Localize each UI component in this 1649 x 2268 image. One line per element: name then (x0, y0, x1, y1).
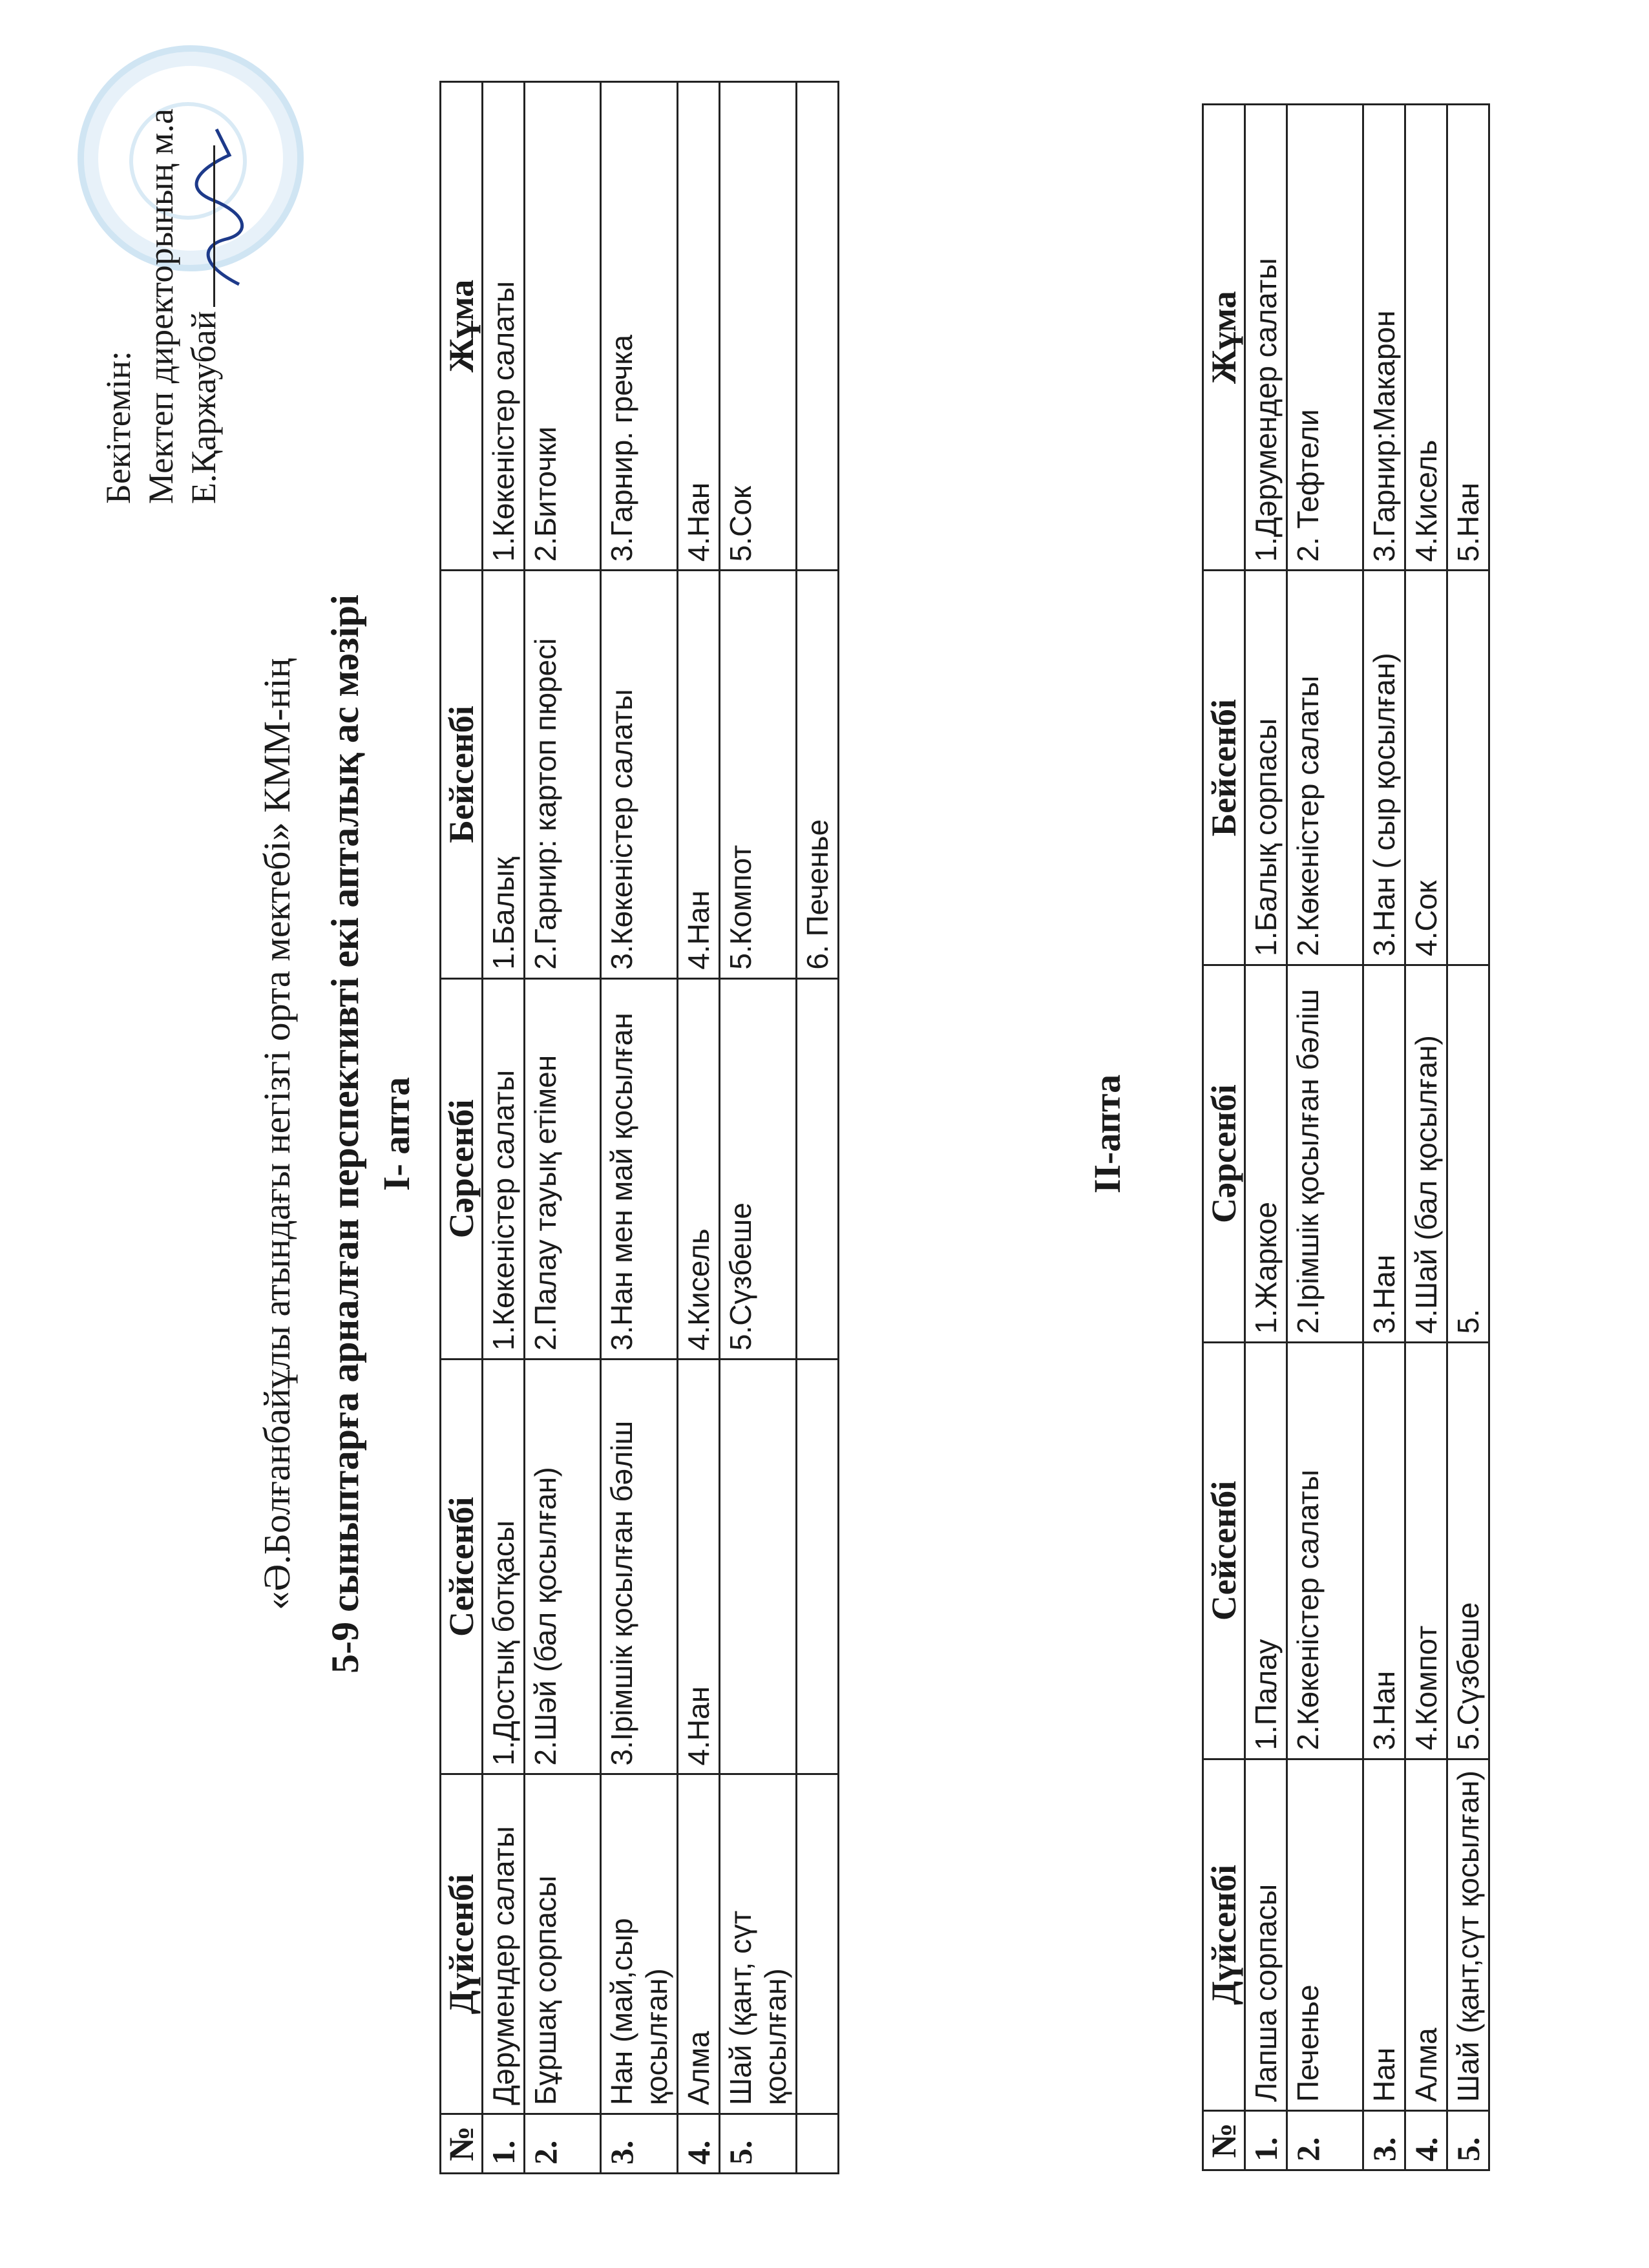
menu-cell: 4.Кисель (1405, 105, 1447, 571)
week2-menu-table (1202, 103, 1490, 2171)
column-header: Дүйсенбі (1203, 1759, 1245, 2110)
menu-cell: 5.Сүзбеше (720, 978, 797, 1359)
table-row (483, 82, 525, 2174)
menu-cell: 2.Шәй (бал қосылған) (525, 1360, 601, 1774)
row-number-cell: 2. (1287, 2111, 1363, 2170)
row-number-cell: 4. (1405, 2111, 1447, 2170)
row-number-cell: 3. (601, 2114, 678, 2174)
menu-cell: 4.Нан (678, 571, 720, 978)
column-header: Бейсенбі (1203, 571, 1245, 965)
menu-cell: 5.Компот (720, 571, 797, 978)
row-number-cell: 2. (525, 2114, 601, 2174)
column-header: Жұма (441, 82, 483, 571)
menu-cell: Шай (қант, сүт қосылған) (720, 1774, 797, 2114)
menu-cell: 4.Шай (бал қосылған) (1405, 965, 1447, 1342)
menu-cell: 2.Көкеністер салаты (1287, 571, 1363, 965)
menu-cell: 2.Ірімшік қосылған бәліш (1287, 965, 1363, 1342)
menu-cell: 3.Нан (1363, 1343, 1405, 1759)
column-header: Сейсенбі (441, 1360, 483, 1774)
menu-cell (797, 978, 839, 1359)
column-header: № (441, 2114, 483, 2174)
menu-cell: Лапша сорпасы (1245, 1759, 1287, 2110)
menu-cell: 3.Көкеністер салаты (601, 571, 678, 978)
menu-cell: 2.Көкеністер салаты (1287, 1343, 1363, 1759)
menu-cell: 5. (1447, 965, 1489, 1342)
table-row (601, 82, 678, 2174)
menu-cell: 2.Биточки (525, 82, 601, 571)
menu-cell: 1.Балық (483, 571, 525, 978)
menu-cell (797, 1360, 839, 1774)
menu-cell (720, 1360, 797, 1774)
column-header: № (1203, 2111, 1245, 2170)
menu-cell (797, 1774, 839, 2114)
menu-cell: 3.Гарнир. гречка (601, 82, 678, 571)
row-number-cell: 1. (1245, 2111, 1287, 2170)
menu-cell: 1.Палау (1245, 1343, 1287, 1759)
menu-cell: 4.Компот (1405, 1343, 1447, 1759)
menu-cell: Печенье (1287, 1759, 1363, 2110)
row-number-cell: 4. (678, 2114, 720, 2174)
table-row (525, 82, 601, 2174)
menu-cell: Нан (май,сыр қосылған) (601, 1774, 678, 2114)
menu-cell: 1.Көкеністер салаты (483, 82, 525, 571)
menu-cell: 2.Палау тауық етімен (525, 978, 601, 1359)
menu-cell: 1.Балық сорпасы (1245, 571, 1287, 965)
row-number-cell: 3. (1363, 2111, 1405, 2170)
approval-heading: Бекітемін: (99, 351, 138, 504)
menu-cell: Шай (қант,сүт қосылған) (1447, 1759, 1489, 2110)
table-row (720, 82, 797, 2174)
table-row (797, 82, 839, 2174)
menu-cell: 1.Жаркое (1245, 965, 1287, 1342)
table-row (1245, 105, 1287, 2170)
menu-cell: 3.Ірімшік қосылған бәліш (601, 1360, 678, 1774)
menu-cell: 4.Нан (678, 82, 720, 571)
menu-cell: Алма (1405, 1759, 1447, 2110)
week2-label: II-апта (1086, 1074, 1128, 1194)
approval-block (97, 26, 225, 504)
menu-cell: 4.Кисель (678, 978, 720, 1359)
column-header: Сәрсенбі (441, 978, 483, 1359)
table-row (1405, 105, 1447, 2170)
column-header: Жұма (1203, 105, 1245, 571)
menu-cell: Дәрумендер салаты (483, 1774, 525, 2114)
table-row (1287, 105, 1363, 2170)
column-header: Сәрсенбі (1203, 965, 1245, 1342)
school-name: «Ә.Болғанбайұлы атындағы негізгі орта мектебі» КММ-нің (256, 658, 298, 1610)
week1-menu-table (439, 81, 839, 2174)
menu-cell: 1.Дәрумендер салаты (1245, 105, 1287, 571)
approval-position: Мектеп директорының м.а (142, 108, 180, 504)
menu-cell: Алма (678, 1774, 720, 2114)
document-title: 5-9 сыныптарға арналған перспективті екі апталық ас мәзірі (324, 594, 366, 1674)
row-number-cell: 1. (483, 2114, 525, 2174)
menu-cell: 1.Достық ботқасы (483, 1360, 525, 1774)
table-row (1447, 105, 1489, 2170)
table-row (678, 82, 720, 2174)
week1-label: I- апта (375, 1076, 417, 1192)
menu-cell: 5.Нан (1447, 105, 1489, 571)
menu-cell: 2. Тефтели (1287, 105, 1363, 571)
menu-cell: 3.Нан (1363, 965, 1405, 1342)
week2-header-row (1203, 105, 1245, 2170)
week1-header-row (441, 82, 483, 2174)
menu-cell: 3.Нан мен май қосылған (601, 978, 678, 1359)
column-header: Дүйсенбі (441, 1774, 483, 2114)
row-number-cell: 5. (720, 2114, 797, 2174)
menu-cell: 5.Сок (720, 82, 797, 571)
menu-cell: Бұршақ сорпасы (525, 1774, 601, 2114)
menu-cell: 4.Нан (678, 1360, 720, 1774)
menu-cell: 3.Нан ( сыр қосылған) (1363, 571, 1405, 965)
menu-cell: 5.Сүзбеше (1447, 1343, 1489, 1759)
row-number-cell (797, 2114, 839, 2174)
approval-director-line (182, 26, 225, 504)
menu-cell (1447, 571, 1489, 965)
row-number-cell: 5. (1447, 2111, 1489, 2170)
menu-cell: 4.Сок (1405, 571, 1447, 965)
menu-cell: 2.Гарнир: картоп пюресі (525, 571, 601, 978)
column-header: Сейсенбі (1203, 1343, 1245, 1759)
signature-line (213, 145, 215, 307)
menu-cell: 1.Көкеністер салаты (483, 978, 525, 1359)
menu-cell (797, 82, 839, 571)
table-row (1363, 105, 1405, 2170)
column-header: Бейсенбі (441, 571, 483, 978)
menu-cell: Нан (1363, 1759, 1405, 2110)
menu-cell: 6. Печенье (797, 571, 839, 978)
menu-cell: 3.Гарнир:Макарон (1363, 105, 1405, 571)
approval-director-name: Е.Қаржаубай (184, 311, 223, 504)
